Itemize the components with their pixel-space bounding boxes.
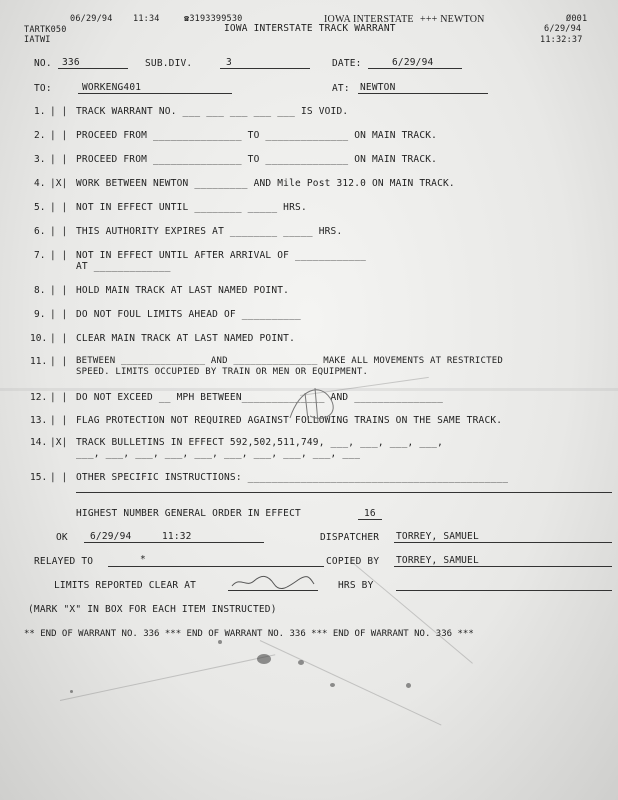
item-8-checkbox[interactable]: | | <box>50 285 68 296</box>
item-11-mark <box>56 356 62 367</box>
to-label: TO: <box>34 83 52 94</box>
item-11-checkbox[interactable]: | | <box>50 356 68 367</box>
ink-stain <box>218 640 222 644</box>
print-date: 6/29/94 <box>544 24 582 34</box>
item-10-text: CLEAR MAIN TRACK AT LAST NAMED POINT. <box>76 333 296 344</box>
warrant-no-line <box>58 68 128 69</box>
item-12-mark <box>56 392 62 403</box>
limits-hrs-label: HRS BY <box>338 580 374 591</box>
to-line <box>78 93 232 94</box>
item-9-text: DO NOT FOUL LIMITS AHEAD OF __________ <box>76 309 301 320</box>
fax-company: IOWA INTERSTATE <box>324 14 414 25</box>
item-13-number: 13. <box>30 415 48 426</box>
print-time: 11:32:37 <box>540 35 583 45</box>
item-13-text: FLAG PROTECTION NOT REQUIRED AGAINST FOLLOWING TRAINS ON THE SAME TRACK. <box>76 415 503 426</box>
instructions-line-2 <box>76 492 612 493</box>
fax-date: 06/29/94 <box>70 14 113 24</box>
item-14-checkbox[interactable]: |X| <box>50 437 68 448</box>
item-9-number: 9. <box>34 309 46 320</box>
item-11-text: BETWEEN _______________ AND _______________ MAKE ALL MOVEMENTS AT RESTRICTED SPEED. LIMITS OCCUPIED BY TRAIN OR MEN OR EQUIPMENT. <box>76 356 504 377</box>
paper-crease <box>60 654 275 701</box>
subdiv-value: 3 <box>226 57 232 68</box>
item-14-mark: X <box>55 437 62 448</box>
item-7-number: 7. <box>34 250 46 261</box>
general-order-line <box>358 519 382 520</box>
relayed-label: RELAYED TO <box>34 556 94 567</box>
paper-crease <box>350 560 473 664</box>
at-line <box>358 93 488 94</box>
item-7-checkbox[interactable]: | | <box>50 250 68 261</box>
item-3-text: PROCEED FROM _______________ TO ______________ ON MAIN TRACK. <box>76 154 438 165</box>
subdiv-line <box>220 68 310 69</box>
relayed-line <box>108 566 324 567</box>
item-11-number: 11. <box>30 356 48 367</box>
item-10-checkbox[interactable]: | | <box>50 333 68 344</box>
item-12-text: DO NOT EXCEED __ MPH BETWEEN______________ AND _______________ <box>76 392 444 403</box>
item-3-checkbox[interactable]: | | <box>50 154 68 165</box>
dispatcher-line <box>394 542 612 543</box>
item-2-checkbox[interactable]: | | <box>50 130 68 141</box>
item-6-checkbox[interactable]: | | <box>50 226 68 237</box>
fax-route: +++ NEWTON <box>420 14 485 25</box>
terminal-id: IATWI <box>24 35 51 45</box>
item-4-text: WORK BETWEEN NEWTON _________ AND Mile Post 312.0 ON MAIN TRACK. <box>76 178 455 189</box>
item-5-mark <box>56 202 62 213</box>
copied-label: COPIED BY <box>326 556 380 567</box>
mark-instruction: (MARK "X" IN BOX FOR EACH ITEM INSTRUCTED) <box>28 604 277 615</box>
fax-phone: ☎3193399530 <box>184 14 243 24</box>
ink-stain <box>70 690 73 693</box>
item-10-number: 10. <box>30 333 48 344</box>
item-15-checkbox[interactable]: | | <box>50 472 68 483</box>
handwritten-scribble <box>280 378 350 428</box>
item-15-number: 15. <box>30 472 48 483</box>
general-order-label: HIGHEST NUMBER GENERAL ORDER IN EFFECT <box>76 508 301 519</box>
item-7-text: NOT IN EFFECT UNTIL AFTER ARRIVAL OF ____________ AT _____________ <box>76 250 367 272</box>
item-13-mark <box>56 415 62 426</box>
item-4-number: 4. <box>34 178 46 189</box>
item-8-number: 8. <box>34 285 46 296</box>
item-13-checkbox[interactable]: | | <box>50 415 68 426</box>
to-value: WORKENG401 <box>82 82 142 93</box>
item-12-checkbox[interactable]: | | <box>50 392 68 403</box>
ok-line <box>84 542 264 543</box>
item-5-number: 5. <box>34 202 46 213</box>
item-6-mark <box>56 226 62 237</box>
subdiv-label: SUB.DIV. <box>145 58 193 69</box>
ok-label: OK <box>56 532 68 543</box>
item-1-number: 1. <box>34 106 46 117</box>
general-order-value: 16 <box>364 508 376 519</box>
paper-crease <box>260 640 442 725</box>
ink-stain <box>257 654 271 664</box>
relayed-value: * <box>140 554 146 565</box>
ink-stain <box>406 683 411 688</box>
item-6-number: 6. <box>34 226 46 237</box>
item-8-mark <box>56 285 62 296</box>
copied-value: TORREY, SAMUEL <box>396 555 479 566</box>
handwritten-signature <box>228 572 318 592</box>
fax-time: 11:34 <box>133 14 160 24</box>
dispatcher-label: DISPATCHER <box>320 532 380 543</box>
item-9-mark <box>56 309 62 320</box>
item-4-mark: X <box>55 178 62 189</box>
dispatcher-value: TORREY, SAMUEL <box>396 531 479 542</box>
end-of-warrant: ** END OF WARRANT NO. 336 *** END OF WARRANT NO. 336 *** END OF WARRANT NO. 336 *** <box>24 629 474 639</box>
item-3-mark <box>56 154 62 165</box>
item-2-mark <box>56 130 62 141</box>
item-9-checkbox[interactable]: | | <box>50 309 68 320</box>
item-5-text: NOT IN EFFECT UNTIL ________ _____ HRS. <box>76 202 307 213</box>
date-label: DATE: <box>332 58 362 69</box>
limits-label: LIMITS REPORTED CLEAR AT <box>54 580 197 591</box>
item-4-checkbox[interactable]: |X| <box>50 178 68 189</box>
item-3-number: 3. <box>34 154 46 165</box>
item-2-text: PROCEED FROM _______________ TO ______________ ON MAIN TRACK. <box>76 130 438 141</box>
warrant-no-label: NO. <box>34 58 52 69</box>
item-14-number: 14. <box>30 437 48 448</box>
item-14-text: TRACK BULLETINS IN EFFECT 592,502,511,749, ___, ___, ___, ___, ___, ___, ___, ___, ___, ___, ___, ___, ___, ___ <box>76 437 444 459</box>
item-5-checkbox[interactable]: | | <box>50 202 68 213</box>
ok-date: 6/29/94 <box>90 531 132 542</box>
item-2-number: 2. <box>34 130 46 141</box>
date-line <box>368 68 462 69</box>
item-15-text: OTHER SPECIFIC INSTRUCTIONS: ____________________________________________ <box>76 472 509 483</box>
item-15-mark <box>56 472 62 483</box>
form-code: TARTK050 <box>24 25 67 35</box>
item-8-text: HOLD MAIN TRACK AT LAST NAMED POINT. <box>76 285 290 296</box>
document-title: IOWA INTERSTATE TRACK WARRANT <box>224 23 396 34</box>
fax-page: Ø001 <box>566 14 588 24</box>
item-1-checkbox[interactable]: | | <box>50 106 68 117</box>
item-12-number: 12. <box>30 392 48 403</box>
item-10-mark <box>56 333 62 344</box>
ink-stain <box>330 683 335 687</box>
item-1-text: TRACK WARRANT NO. ___ ___ ___ ___ ___ IS VOID. <box>76 106 349 117</box>
item-7-mark <box>56 250 62 261</box>
item-1-mark <box>56 106 62 117</box>
ink-stain <box>298 660 304 665</box>
warrant-no-value: 336 <box>62 57 80 68</box>
at-label: AT: <box>332 83 350 94</box>
date-value: 6/29/94 <box>392 57 434 68</box>
at-value: NEWTON <box>360 82 396 93</box>
ok-time: 11:32 <box>162 531 192 542</box>
limits-by-line <box>396 590 612 591</box>
copied-line <box>394 566 612 567</box>
item-6-text: THIS AUTHORITY EXPIRES AT ________ _____ HRS. <box>76 226 343 237</box>
